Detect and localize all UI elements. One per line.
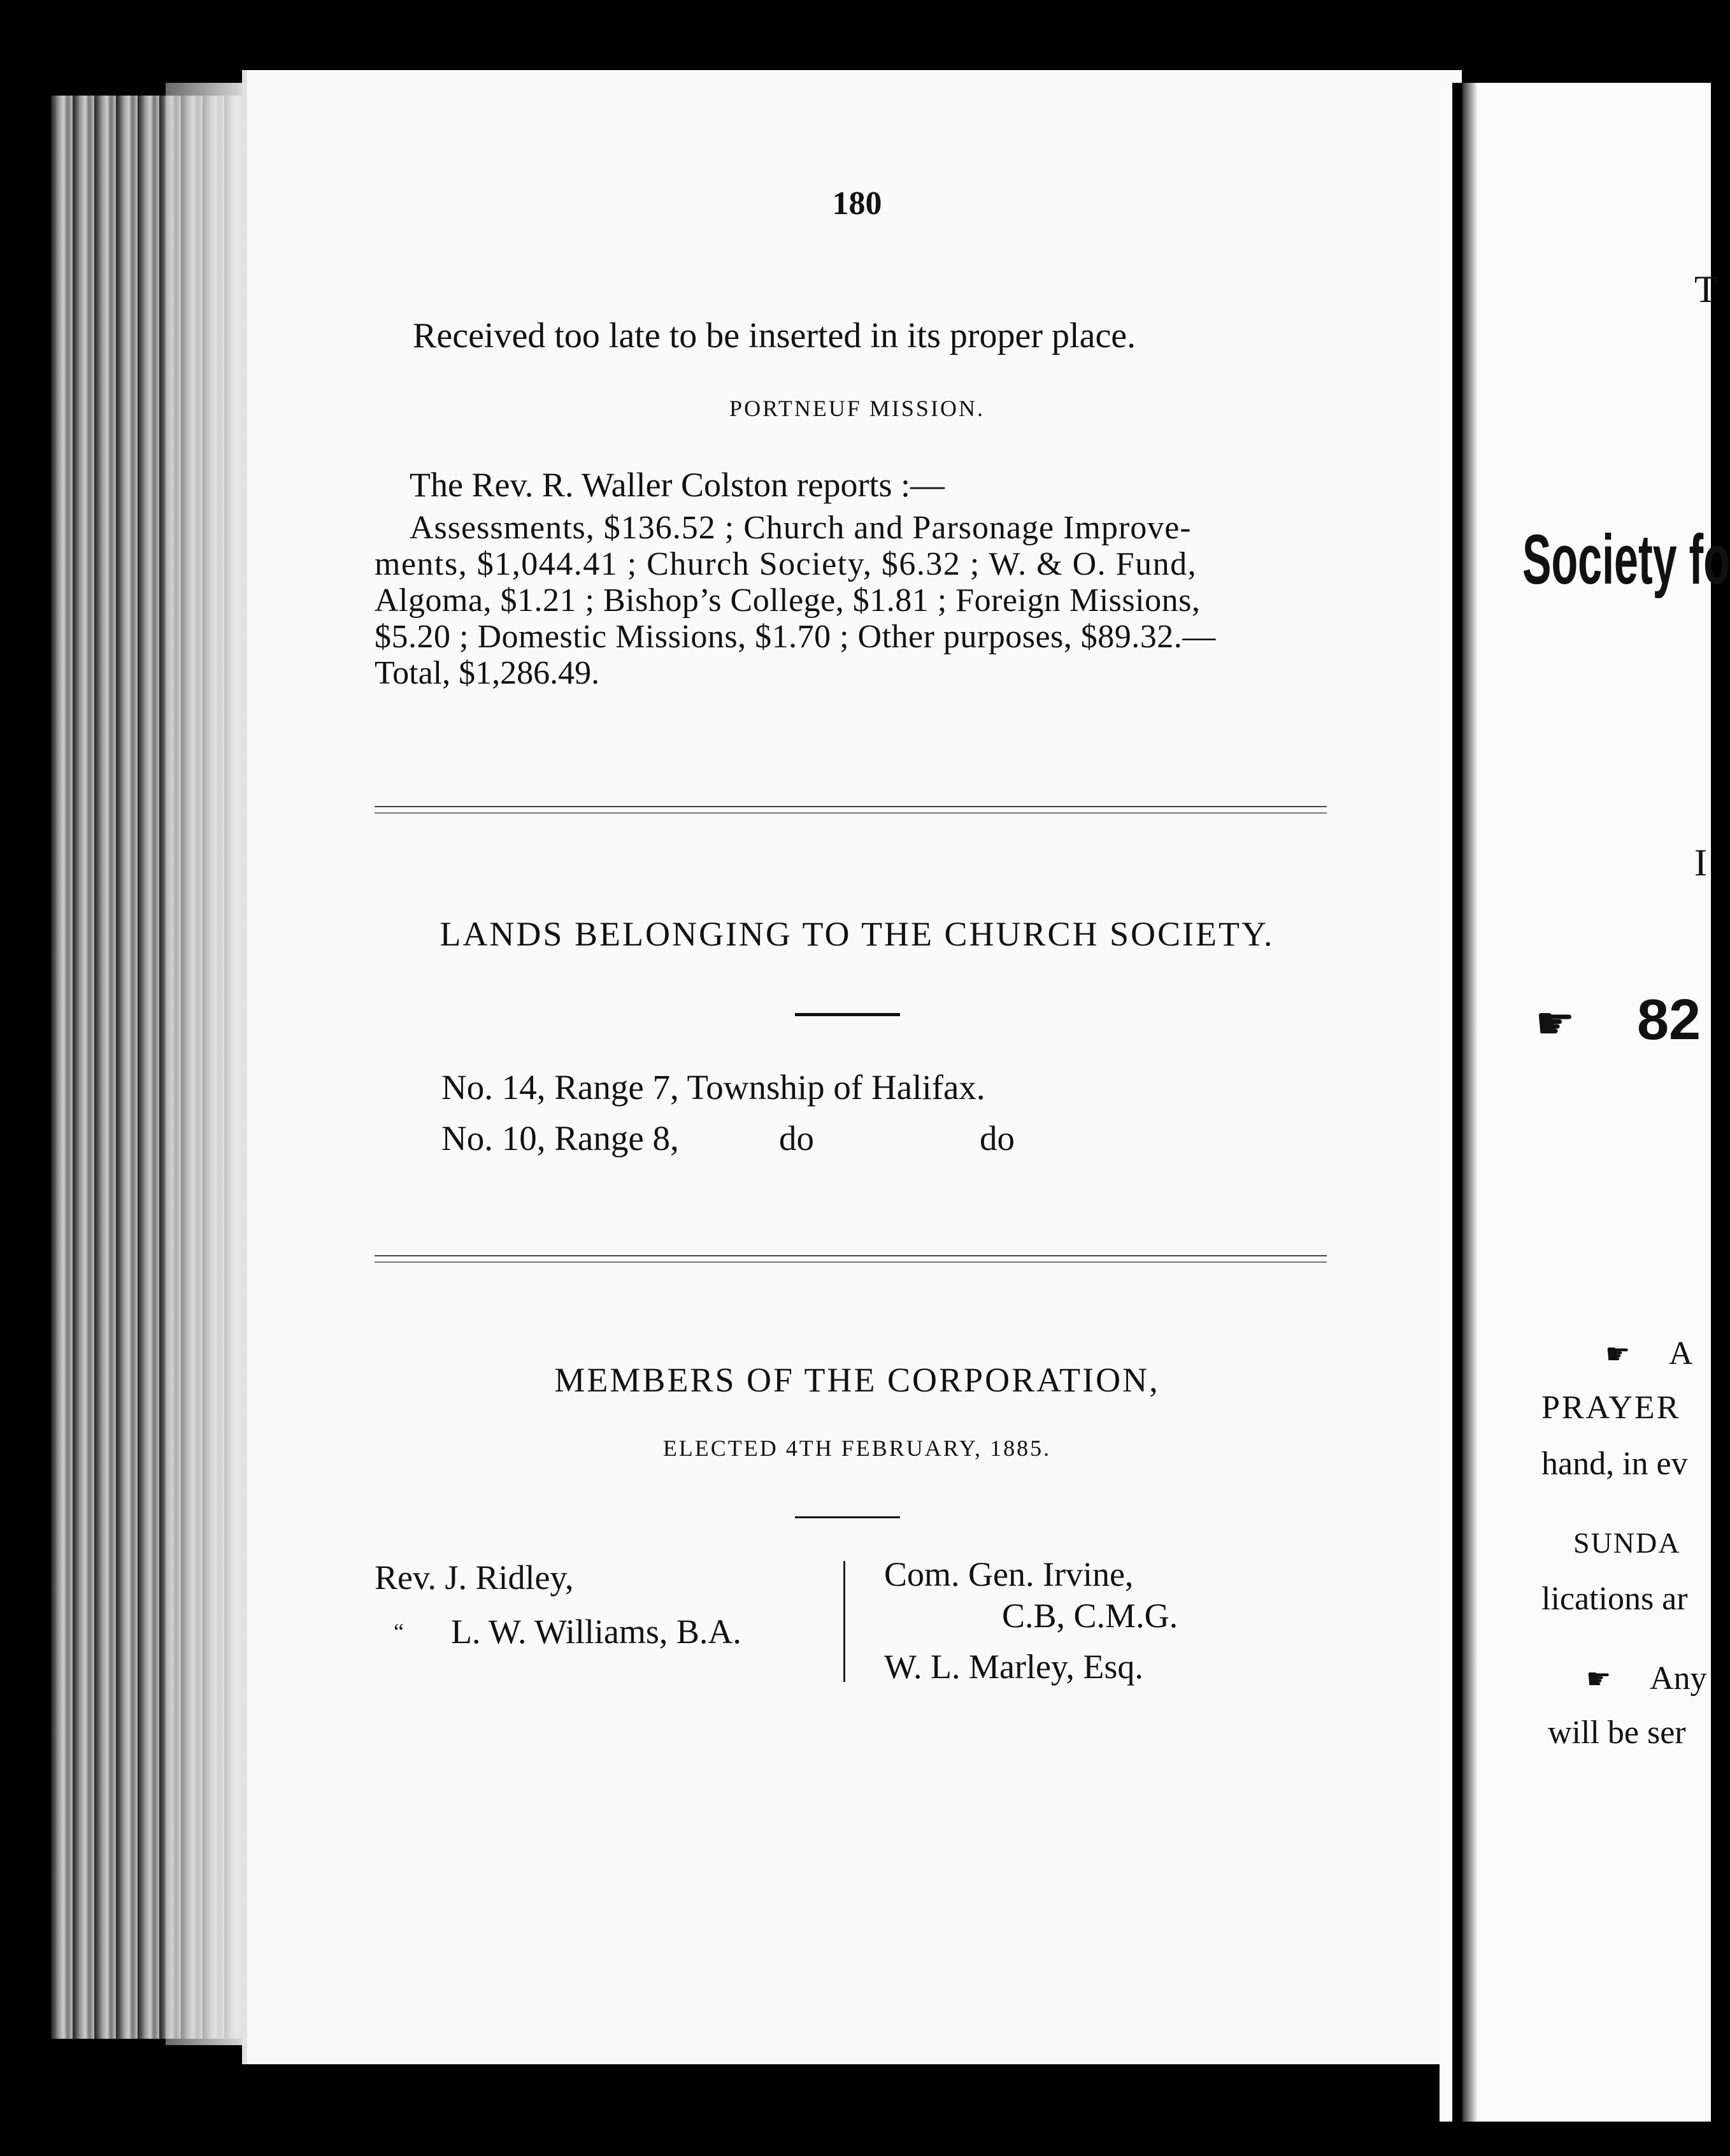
member-left-2: L. W. Williams, B.A. [451,1613,741,1651]
lands-heading: LANDS BELONGING TO THE CHURCH SOCIETY. [440,915,1275,953]
section-heading-portneuf: PORTNEUF MISSION. [729,396,985,421]
right-line-sunday: SUNDA [1573,1527,1681,1559]
land-range: Range 8, [554,1119,679,1158]
right-pointer-number: 82 [1637,988,1701,1052]
report-intro: The Rev. R. Waller Colston reports :— [410,466,945,504]
right-fragment-mid: I [1694,842,1707,884]
pointing-hand-icon: ☛ [1535,997,1575,1049]
report-line: Assessments, $136.52 ; Church and Parsonage Improve- [410,510,1192,546]
right-line-will: will be ser [1548,1714,1686,1751]
land-township: Township of Halifax. [687,1068,985,1107]
land-number: No. 10, [441,1119,546,1158]
page-number: 180 [832,185,882,222]
report-line: $5.20 ; Domestic Missions, $1.70 ; Other purposes, $89.32.— [375,619,1216,655]
member-left-1: Rev. J. Ridley, [375,1558,574,1597]
right-line-hand: hand, in ev [1541,1446,1688,1482]
short-rule [795,1013,900,1016]
member-right-3: W. L. Marley, Esq. [884,1648,1143,1686]
pointing-hand-icon: ☛ [1605,1338,1631,1370]
book-page-right [1440,83,1730,2122]
late-notice: Received too late to be inserted in its proper place. [413,316,1136,356]
land-ditto: do [779,1119,814,1158]
section-divider [375,1255,1327,1263]
land-entry-2 [441,1118,679,1158]
short-rule [795,1516,900,1518]
column-divider [843,1561,845,1682]
right-line-lications: lications ar [1541,1581,1688,1617]
pointing-hand-icon: ☛ [1586,1663,1612,1695]
land-range: Range 7, [554,1068,679,1107]
report-line: Algoma, $1.21 ; Bishop’s College, $1.81 ; Foreign Missions, [375,582,1201,619]
section-divider [375,806,1327,814]
members-heading: MEMBERS OF THE CORPORATION, [554,1361,1160,1399]
right-title-fragment: Society fo [1522,521,1730,599]
right-fragment-top: T [1694,268,1718,310]
report-body [375,510,1327,691]
right-line-any: Any [1650,1660,1707,1697]
member-right-2: C.B, C.M.G. [1002,1597,1178,1635]
land-number: No. 14, [441,1068,546,1107]
book-gutter [1452,83,1478,2122]
member-right-1: Com. Gen. Irvine, [884,1555,1134,1593]
ditto-mark: “ [394,1619,404,1644]
report-line: ments, $1,044.41 ; Church Society, $6.32 ; W. & O. Fund, [375,546,1197,582]
land-ditto: do [980,1119,1015,1158]
members-subheading: ELECTED 4TH FEBRUARY, 1885. [662,1435,1052,1461]
right-line-prayer: PRAYER [1541,1390,1681,1426]
land-entry-1 [441,1067,985,1107]
right-line-a: A [1669,1335,1693,1372]
report-line: Total, $1,286.49. [375,655,600,691]
book-page-left [242,70,1462,2064]
